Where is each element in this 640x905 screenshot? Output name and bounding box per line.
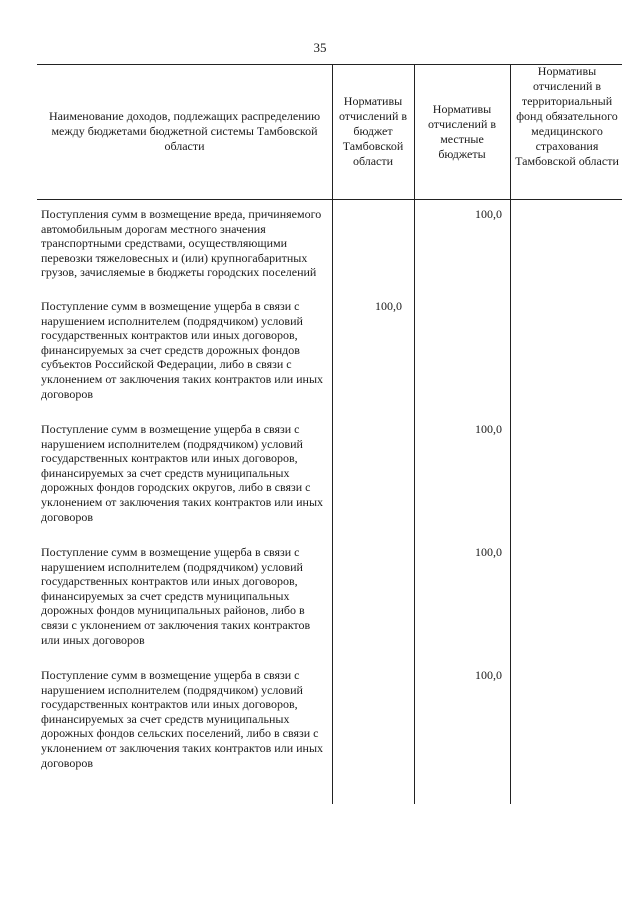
income-name: Поступление сумм в возмещение ущерба в связи с нарушением исполнителем (подрядчиком) условий государственных контрактов или иных договоров, финансируемых за счет средств дорожных фондов субъектов Российской Федерации, либо в связи с уклонением от заключения таких контрактов или иных договоров [41, 299, 324, 401]
income-name: Поступление сумм в возмещение ущерба в связи с нарушением исполнителем (подрядчиком) условий государственных контрактов или иных договоров, финансируемых за счет средств муниципальных дорожных фондов муниципальных районов, либо в связи с уклонением от заключения таких контрактов или иных договоров [41, 545, 311, 647]
local-standard: 100,0 [475, 207, 502, 221]
header-regional-budget: Нормативы отчислений в бюджет Тамбовской области [338, 94, 408, 168]
column-divider [510, 64, 511, 804]
column-divider [414, 64, 415, 804]
regional-standard: 100,0 [375, 299, 402, 313]
income-name: Поступление сумм в возмещение ущерба в связи с нарушением исполнителем (подрядчиком) условий государственных контрактов или иных договоров, финансируемых за счет средств муниципальных дорожных фондов сельских поселений, либо в связи с уклонением от заключения таких контрактов или иных договоров [41, 668, 324, 770]
header-income-name: Наименование доходов, подлежащих распределению между бюджетами бюджетной системы Тамбовской области [48, 109, 321, 153]
revenue-standards-table [37, 64, 622, 804]
local-standard: 100,0 [475, 422, 502, 436]
local-standard: 100,0 [475, 545, 502, 559]
header-medical-insurance-fund: Нормативы отчислений в территориальный фонд обязательного медицинского страхования Тамбовской области [515, 64, 619, 168]
header-local-budgets: Нормативы отчислений в местные бюджеты [427, 101, 497, 161]
column-divider [332, 64, 333, 804]
income-name: Поступления сумм в возмещение вреда, причиняемого автомобильным дорогам местного значения транспортными средствами, осуществляющими перевозки тяжеловесных и (или) крупногабаритных грузов, зачисляемые в бюджеты городских поселений [41, 207, 322, 280]
header-bottom-rule [37, 199, 622, 200]
local-standard: 100,0 [475, 668, 502, 682]
income-name: Поступление сумм в возмещение ущерба в связи с нарушением исполнителем (подрядчиком) условий государственных контрактов или иных договоров, финансируемых за счет средств муниципальных дорожных фондов городских округов, либо в связи с уклонением от заключения таких контрактов или иных договоров [41, 422, 324, 524]
page-number: 35 [313, 40, 327, 55]
